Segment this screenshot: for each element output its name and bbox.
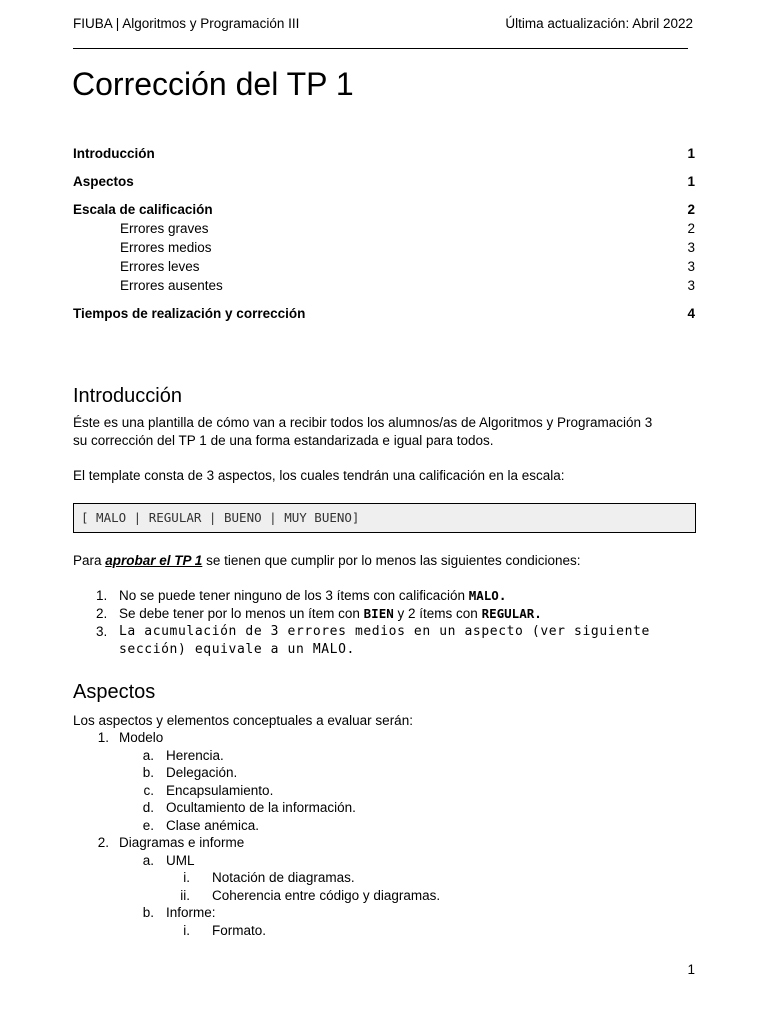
toc-entry-aspectos[interactable]: Aspectos 1 [73, 174, 695, 189]
list-marker: a. [142, 748, 154, 763]
section-heading-introduccion: Introducción [73, 385, 182, 407]
intro-paragraph-line-2: su corrección del TP 1 de una forma estandarizada e igual para todos. [73, 433, 494, 448]
page-number: 1 [687, 962, 695, 977]
list-marker: b. [142, 905, 154, 920]
list-marker: 1. [97, 730, 109, 745]
toc-entry-errores-graves[interactable]: Errores graves 2 [120, 221, 695, 236]
list-item-text: Delegación. [166, 765, 238, 780]
list-item-text: Encapsulamiento. [166, 783, 274, 798]
list-marker: i. [183, 923, 190, 938]
list-marker: c. [143, 783, 154, 798]
list-item-text: UML [166, 853, 195, 868]
list-marker: ii. [180, 888, 190, 903]
document-title: Corrección del TP 1 [72, 66, 354, 102]
toc-entry-errores-medios[interactable]: Errores medios 3 [120, 240, 695, 255]
list-marker: e. [142, 818, 154, 833]
list-item-text: Formato. [212, 923, 267, 938]
list-marker: 2. [97, 835, 109, 850]
list-marker: a. [142, 853, 154, 868]
toc-entry-tiempos[interactable]: Tiempos de realización y corrección 4 [73, 306, 695, 321]
list-item-text: Ocultamiento de la información. [166, 800, 356, 815]
header-divider [73, 48, 688, 49]
header-course: FIUBA | Algoritmos y Programación III [73, 16, 300, 31]
page-header [73, 16, 693, 36]
list-marker: b. [142, 765, 154, 780]
list-item-text: Coherencia entre código y diagramas. [212, 888, 441, 903]
toc-entry-errores-leves[interactable]: Errores leves 3 [120, 259, 695, 274]
list-marker: d. [142, 800, 154, 815]
list-item-text: Informe: [166, 905, 216, 920]
list-marker: i. [183, 870, 190, 885]
section-heading-aspectos: Aspectos [73, 681, 156, 703]
aspectos-intro: Los aspectos y elementos conceptuales a evaluar serán: [73, 713, 413, 728]
aprobar-link[interactable]: aprobar el TP 1 [105, 553, 203, 568]
toc-entry-escala[interactable]: Escala de calificación 2 [73, 202, 695, 217]
header-updated: Última actualización: Abril 2022 [505, 16, 693, 31]
list-item-text: Clase anémica. [166, 818, 260, 833]
intro-paragraph-line-1: Éste es una plantilla de cómo van a recibir todos los alumnos/as de Algoritmos y Programación 3 [73, 415, 653, 430]
toc-entry-introduccion[interactable]: Introducción 1 [73, 146, 695, 161]
approval-paragraph: Para aprobar el TP 1 se tienen que cumplir por lo menos las siguientes condiciones: [73, 553, 581, 568]
toc-entry-errores-ausentes[interactable]: Errores ausentes 3 [120, 278, 695, 293]
intro-template-paragraph: El template consta de 3 aspectos, los cuales tendrán una calificación en la escala: [73, 468, 565, 483]
list-item-text: Diagramas e informe [119, 835, 245, 850]
list-item-text: Notación de diagramas. [212, 870, 355, 885]
list-item-text: Herencia. [166, 748, 224, 763]
grading-scale-box: [ MALO | REGULAR | BUENO | MUY BUENO] [73, 503, 696, 533]
list-item-text: Modelo [119, 730, 164, 745]
